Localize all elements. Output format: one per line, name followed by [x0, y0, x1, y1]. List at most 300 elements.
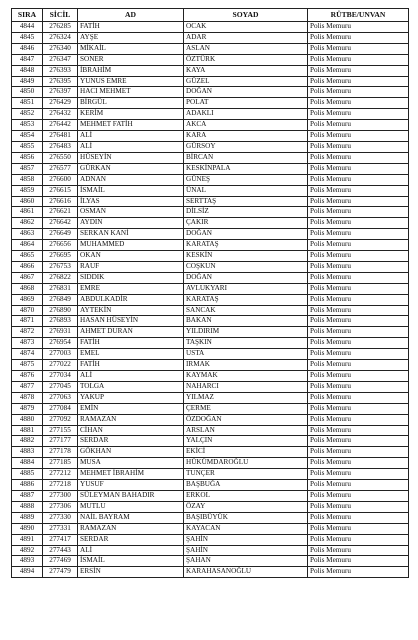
cell-soyad: KAYACAN — [184, 523, 308, 534]
cell-sicil: 276442 — [43, 120, 78, 131]
cell-sira: 4847 — [12, 54, 43, 65]
cell-sira: 4886 — [12, 480, 43, 491]
cell-ad: SIDDIK — [78, 272, 184, 283]
cell-rutbe: Polis Memuru — [308, 120, 409, 131]
table-row — [12, 480, 409, 491]
cell-sira: 4855 — [12, 141, 43, 152]
table-row — [12, 338, 409, 349]
cell-ad: GÖKHAN — [78, 447, 184, 458]
cell-sicil: 277417 — [43, 534, 78, 545]
cell-sira: 4859 — [12, 185, 43, 196]
table-row — [12, 152, 409, 163]
cell-ad: YUSUF — [78, 480, 184, 491]
cell-sira: 4890 — [12, 523, 43, 534]
cell-rutbe: Polis Memuru — [308, 305, 409, 316]
header-ad: AD — [78, 9, 184, 22]
table-row — [12, 294, 409, 305]
cell-soyad: ÇAKIR — [184, 218, 308, 229]
cell-rutbe: Polis Memuru — [308, 196, 409, 207]
cell-soyad: ŞAHAN — [184, 556, 308, 567]
cell-soyad: COŞKUN — [184, 261, 308, 272]
table-row — [12, 207, 409, 218]
cell-ad: HÜSEYİN — [78, 152, 184, 163]
cell-ad: HASAN HÜSEYİN — [78, 316, 184, 327]
cell-sicil: 277218 — [43, 480, 78, 491]
cell-sicil: 276429 — [43, 98, 78, 109]
cell-rutbe: Polis Memuru — [308, 65, 409, 76]
cell-sicil: 277155 — [43, 425, 78, 436]
header-sira: SIRA — [12, 9, 43, 22]
cell-rutbe: Polis Memuru — [308, 163, 409, 174]
cell-ad: TOLGA — [78, 381, 184, 392]
cell-sicil: 277063 — [43, 392, 78, 403]
cell-sicil: 276954 — [43, 338, 78, 349]
cell-soyad: HÜKÜMDAROĞLU — [184, 458, 308, 469]
cell-rutbe: Polis Memuru — [308, 109, 409, 120]
cell-rutbe: Polis Memuru — [308, 567, 409, 578]
cell-ad: SERDAR — [78, 436, 184, 447]
cell-soyad: BAKAN — [184, 316, 308, 327]
cell-ad: CİHAN — [78, 425, 184, 436]
table-row — [12, 305, 409, 316]
cell-soyad: ÖZTÜRK — [184, 54, 308, 65]
table-row — [12, 131, 409, 142]
cell-sicil: 277300 — [43, 490, 78, 501]
cell-rutbe: Polis Memuru — [308, 469, 409, 480]
cell-ad: FATİH — [78, 360, 184, 371]
cell-rutbe: Polis Memuru — [308, 22, 409, 33]
table-row — [12, 469, 409, 480]
cell-sira: 4889 — [12, 512, 43, 523]
cell-sicil: 276550 — [43, 152, 78, 163]
cell-sicil: 276397 — [43, 87, 78, 98]
cell-rutbe: Polis Memuru — [308, 207, 409, 218]
cell-sicil: 276621 — [43, 207, 78, 218]
table-row — [12, 371, 409, 382]
cell-ad: SERKAN KANİ — [78, 229, 184, 240]
table-row — [12, 76, 409, 87]
cell-ad: AYŞE — [78, 32, 184, 43]
cell-sira: 4861 — [12, 207, 43, 218]
cell-sicil: 277479 — [43, 567, 78, 578]
cell-sira: 4852 — [12, 109, 43, 120]
cell-soyad: KARA — [184, 131, 308, 142]
cell-ad: ERSİN — [78, 567, 184, 578]
cell-ad: KERİM — [78, 109, 184, 120]
table-row — [12, 261, 409, 272]
cell-rutbe: Polis Memuru — [308, 403, 409, 414]
cell-soyad: BAŞBUĞA — [184, 480, 308, 491]
personnel-table — [11, 8, 409, 578]
cell-ad: RAUF — [78, 261, 184, 272]
cell-sicil: 277003 — [43, 349, 78, 360]
cell-sira: 4870 — [12, 305, 43, 316]
cell-ad: SERDAR — [78, 534, 184, 545]
cell-rutbe: Polis Memuru — [308, 294, 409, 305]
cell-sicil: 276615 — [43, 185, 78, 196]
table-row — [12, 98, 409, 109]
cell-sira: 4857 — [12, 163, 43, 174]
cell-soyad: TAŞKIN — [184, 338, 308, 349]
cell-rutbe: Polis Memuru — [308, 43, 409, 54]
cell-sira: 4872 — [12, 327, 43, 338]
cell-sicil: 277331 — [43, 523, 78, 534]
cell-sira: 4891 — [12, 534, 43, 545]
cell-sicil: 277084 — [43, 403, 78, 414]
cell-sicil: 276642 — [43, 218, 78, 229]
table-row — [12, 458, 409, 469]
cell-soyad: AVLUKYARI — [184, 283, 308, 294]
cell-sicil: 276753 — [43, 261, 78, 272]
table-row — [12, 251, 409, 262]
header-row — [12, 9, 409, 22]
cell-rutbe: Polis Memuru — [308, 87, 409, 98]
cell-ad: FATİH — [78, 338, 184, 349]
table-row — [12, 109, 409, 120]
table-row — [12, 425, 409, 436]
cell-rutbe: Polis Memuru — [308, 131, 409, 142]
cell-sicil: 276656 — [43, 240, 78, 251]
cell-sicil: 277306 — [43, 501, 78, 512]
cell-rutbe: Polis Memuru — [308, 98, 409, 109]
cell-sicil: 276347 — [43, 54, 78, 65]
cell-sicil: 277185 — [43, 458, 78, 469]
cell-sira: 4876 — [12, 371, 43, 382]
cell-soyad: ÖZAY — [184, 501, 308, 512]
cell-soyad: NAHARCI — [184, 381, 308, 392]
cell-ad: ALİ — [78, 131, 184, 142]
cell-sira: 4880 — [12, 414, 43, 425]
table-row — [12, 512, 409, 523]
cell-rutbe: Polis Memuru — [308, 458, 409, 469]
header-rutbe: RÜTBE/UNVAN — [308, 9, 409, 22]
cell-sira: 4860 — [12, 196, 43, 207]
table-row — [12, 414, 409, 425]
cell-sicil: 277212 — [43, 469, 78, 480]
table-row — [12, 392, 409, 403]
table-header — [12, 9, 409, 22]
cell-sira: 4849 — [12, 76, 43, 87]
table-row — [12, 54, 409, 65]
cell-soyad: ÇERME — [184, 403, 308, 414]
cell-sira: 4844 — [12, 22, 43, 33]
cell-sira: 4864 — [12, 240, 43, 251]
table-row — [12, 490, 409, 501]
cell-sicil: 276649 — [43, 229, 78, 240]
cell-soyad: DOĞAN — [184, 229, 308, 240]
cell-soyad: GÜNEŞ — [184, 174, 308, 185]
header-soyad: SOYAD — [184, 9, 308, 22]
cell-rutbe: Polis Memuru — [308, 240, 409, 251]
cell-sicil: 276695 — [43, 251, 78, 262]
cell-sicil: 276890 — [43, 305, 78, 316]
cell-ad: İBRAHİM — [78, 65, 184, 76]
table-row — [12, 381, 409, 392]
table-row — [12, 436, 409, 447]
cell-soyad: YILDIRIM — [184, 327, 308, 338]
cell-rutbe: Polis Memuru — [308, 501, 409, 512]
cell-rutbe: Polis Memuru — [308, 185, 409, 196]
cell-rutbe: Polis Memuru — [308, 556, 409, 567]
table-row — [12, 120, 409, 131]
cell-sira: 4853 — [12, 120, 43, 131]
cell-sira: 4879 — [12, 403, 43, 414]
cell-rutbe: Polis Memuru — [308, 490, 409, 501]
table-row — [12, 229, 409, 240]
cell-sicil: 277034 — [43, 371, 78, 382]
cell-sira: 4884 — [12, 458, 43, 469]
cell-ad: EMİN — [78, 403, 184, 414]
cell-soyad: ŞAHİN — [184, 534, 308, 545]
table-row — [12, 32, 409, 43]
cell-rutbe: Polis Memuru — [308, 480, 409, 491]
cell-ad: SÜLEYMAN BAHADIR — [78, 490, 184, 501]
table-row — [12, 196, 409, 207]
cell-sicil: 276822 — [43, 272, 78, 283]
table-row — [12, 87, 409, 98]
cell-sira: 4874 — [12, 349, 43, 360]
cell-ad: OKAN — [78, 251, 184, 262]
cell-ad: RAMAZAN — [78, 523, 184, 534]
table-row — [12, 272, 409, 283]
cell-soyad: ADAR — [184, 32, 308, 43]
cell-sira: 4856 — [12, 152, 43, 163]
cell-sira: 4881 — [12, 425, 43, 436]
cell-soyad: ADAKLI — [184, 109, 308, 120]
cell-rutbe: Polis Memuru — [308, 251, 409, 262]
cell-rutbe: Polis Memuru — [308, 360, 409, 371]
cell-sicil: 277177 — [43, 436, 78, 447]
cell-sira: 4866 — [12, 261, 43, 272]
cell-rutbe: Polis Memuru — [308, 316, 409, 327]
cell-sicil: 276616 — [43, 196, 78, 207]
cell-ad: FATİH — [78, 22, 184, 33]
cell-sira: 4862 — [12, 218, 43, 229]
cell-soyad: GÜRSOY — [184, 141, 308, 152]
cell-ad: MEHMET İBRAHİM — [78, 469, 184, 480]
cell-rutbe: Polis Memuru — [308, 327, 409, 338]
cell-ad: ALİ — [78, 141, 184, 152]
cell-sira: 4865 — [12, 251, 43, 262]
cell-soyad: POLAT — [184, 98, 308, 109]
cell-sicil: 277443 — [43, 545, 78, 556]
cell-sira: 4863 — [12, 229, 43, 240]
table-row — [12, 141, 409, 152]
cell-sicil: 276285 — [43, 22, 78, 33]
table-row — [12, 545, 409, 556]
cell-ad: BİRGÜL — [78, 98, 184, 109]
cell-rutbe: Polis Memuru — [308, 229, 409, 240]
cell-sira: 4894 — [12, 567, 43, 578]
cell-rutbe: Polis Memuru — [308, 545, 409, 556]
cell-sira: 4875 — [12, 360, 43, 371]
cell-sicil: 277469 — [43, 556, 78, 567]
cell-sira: 4892 — [12, 545, 43, 556]
cell-soyad: SANCAK — [184, 305, 308, 316]
cell-ad: MİKAİL — [78, 43, 184, 54]
cell-sicil: 276393 — [43, 65, 78, 76]
cell-sicil: 277022 — [43, 360, 78, 371]
cell-ad: HACI MEHMET — [78, 87, 184, 98]
cell-rutbe: Polis Memuru — [308, 414, 409, 425]
cell-rutbe: Polis Memuru — [308, 447, 409, 458]
cell-sira: 4888 — [12, 501, 43, 512]
cell-ad: MUTLU — [78, 501, 184, 512]
cell-rutbe: Polis Memuru — [308, 261, 409, 272]
cell-rutbe: Polis Memuru — [308, 152, 409, 163]
table-row — [12, 567, 409, 578]
cell-sicil: 276395 — [43, 76, 78, 87]
cell-rutbe: Polis Memuru — [308, 371, 409, 382]
cell-sira: 4848 — [12, 65, 43, 76]
cell-soyad: ERKOL — [184, 490, 308, 501]
cell-soyad: AKCA — [184, 120, 308, 131]
table-row — [12, 403, 409, 414]
personnel-list-page — [11, 8, 408, 578]
cell-sira: 4887 — [12, 490, 43, 501]
cell-sira: 4885 — [12, 469, 43, 480]
cell-soyad: KARATAŞ — [184, 240, 308, 251]
cell-ad: AHMET DURAN — [78, 327, 184, 338]
table-row — [12, 218, 409, 229]
cell-soyad: ÖZDOĞAN — [184, 414, 308, 425]
cell-rutbe: Polis Memuru — [308, 283, 409, 294]
cell-sira: 4877 — [12, 381, 43, 392]
cell-rutbe: Polis Memuru — [308, 523, 409, 534]
table-row — [12, 360, 409, 371]
cell-sicil: 276324 — [43, 32, 78, 43]
cell-ad: İLYAS — [78, 196, 184, 207]
header-sicil: SİCİL — [43, 9, 78, 22]
cell-ad: SONER — [78, 54, 184, 65]
cell-rutbe: Polis Memuru — [308, 534, 409, 545]
cell-soyad: IRMAK — [184, 360, 308, 371]
cell-soyad: KAYA — [184, 65, 308, 76]
table-row — [12, 240, 409, 251]
cell-sira: 4868 — [12, 283, 43, 294]
cell-sira: 4867 — [12, 272, 43, 283]
cell-soyad: ÜNAL — [184, 185, 308, 196]
cell-sicil: 276340 — [43, 43, 78, 54]
cell-soyad: KAYMAK — [184, 371, 308, 382]
cell-sira: 4883 — [12, 447, 43, 458]
cell-sira: 4854 — [12, 131, 43, 142]
cell-sira: 4869 — [12, 294, 43, 305]
cell-rutbe: Polis Memuru — [308, 425, 409, 436]
cell-ad: ADNAN — [78, 174, 184, 185]
cell-soyad: ASLAN — [184, 43, 308, 54]
cell-soyad: KESKİNPALA — [184, 163, 308, 174]
cell-rutbe: Polis Memuru — [308, 174, 409, 185]
cell-soyad: OCAK — [184, 22, 308, 33]
cell-sira: 4850 — [12, 87, 43, 98]
cell-ad: ABDULKADİR — [78, 294, 184, 305]
table-row — [12, 65, 409, 76]
cell-ad: MUSA — [78, 458, 184, 469]
cell-soyad: BAŞIBÜYÜK — [184, 512, 308, 523]
cell-sicil: 276600 — [43, 174, 78, 185]
cell-rutbe: Polis Memuru — [308, 76, 409, 87]
cell-soyad: ARSLAN — [184, 425, 308, 436]
table-row — [12, 163, 409, 174]
cell-sicil: 277178 — [43, 447, 78, 458]
cell-sicil: 276577 — [43, 163, 78, 174]
cell-sira: 4893 — [12, 556, 43, 567]
cell-soyad: KARATAŞ — [184, 294, 308, 305]
cell-rutbe: Polis Memuru — [308, 349, 409, 360]
cell-soyad: DOĞAN — [184, 272, 308, 283]
table-row — [12, 283, 409, 294]
cell-sicil: 276931 — [43, 327, 78, 338]
cell-sira: 4878 — [12, 392, 43, 403]
cell-soyad: TUNÇER — [184, 469, 308, 480]
table-row — [12, 523, 409, 534]
table-row — [12, 185, 409, 196]
cell-sira: 4873 — [12, 338, 43, 349]
cell-sira: 4882 — [12, 436, 43, 447]
cell-ad: AYTEKİN — [78, 305, 184, 316]
cell-ad: YAKUP — [78, 392, 184, 403]
table-row — [12, 447, 409, 458]
cell-ad: İSMAİL — [78, 185, 184, 196]
table-row — [12, 501, 409, 512]
cell-sicil: 276849 — [43, 294, 78, 305]
table-row — [12, 349, 409, 360]
cell-soyad: YILMAZ — [184, 392, 308, 403]
cell-ad: ALİ — [78, 545, 184, 556]
cell-sira: 4851 — [12, 98, 43, 109]
cell-soyad: GÜZEL — [184, 76, 308, 87]
cell-ad: NAİL BAYRAM — [78, 512, 184, 523]
table-row — [12, 22, 409, 33]
cell-ad: ALİ — [78, 371, 184, 382]
cell-sira: 4871 — [12, 316, 43, 327]
cell-rutbe: Polis Memuru — [308, 381, 409, 392]
cell-ad: YUNUS EMRE — [78, 76, 184, 87]
cell-ad: RAMAZAN — [78, 414, 184, 425]
cell-rutbe: Polis Memuru — [308, 54, 409, 65]
cell-rutbe: Polis Memuru — [308, 141, 409, 152]
cell-ad: EMRE — [78, 283, 184, 294]
cell-ad: AYDIN — [78, 218, 184, 229]
cell-sicil: 276483 — [43, 141, 78, 152]
cell-ad: MEHMET FATİH — [78, 120, 184, 131]
cell-soyad: KESKİN — [184, 251, 308, 262]
cell-soyad: BİRCAN — [184, 152, 308, 163]
cell-soyad: KARAHASANOĞLU — [184, 567, 308, 578]
cell-soyad: SERTTAŞ — [184, 196, 308, 207]
cell-soyad: YALÇIN — [184, 436, 308, 447]
cell-rutbe: Polis Memuru — [308, 218, 409, 229]
cell-rutbe: Polis Memuru — [308, 436, 409, 447]
table-row — [12, 556, 409, 567]
cell-soyad: DİLSİZ — [184, 207, 308, 218]
table-row — [12, 174, 409, 185]
cell-sicil: 277045 — [43, 381, 78, 392]
table-row — [12, 43, 409, 54]
cell-sicil: 276893 — [43, 316, 78, 327]
cell-sicil: 276432 — [43, 109, 78, 120]
table-row — [12, 327, 409, 338]
table-row — [12, 316, 409, 327]
cell-rutbe: Polis Memuru — [308, 338, 409, 349]
table-row — [12, 534, 409, 545]
cell-soyad: DOĞAN — [184, 87, 308, 98]
cell-rutbe: Polis Memuru — [308, 32, 409, 43]
cell-soyad: EKİCİ — [184, 447, 308, 458]
cell-soyad: USTA — [184, 349, 308, 360]
cell-sira: 4846 — [12, 43, 43, 54]
